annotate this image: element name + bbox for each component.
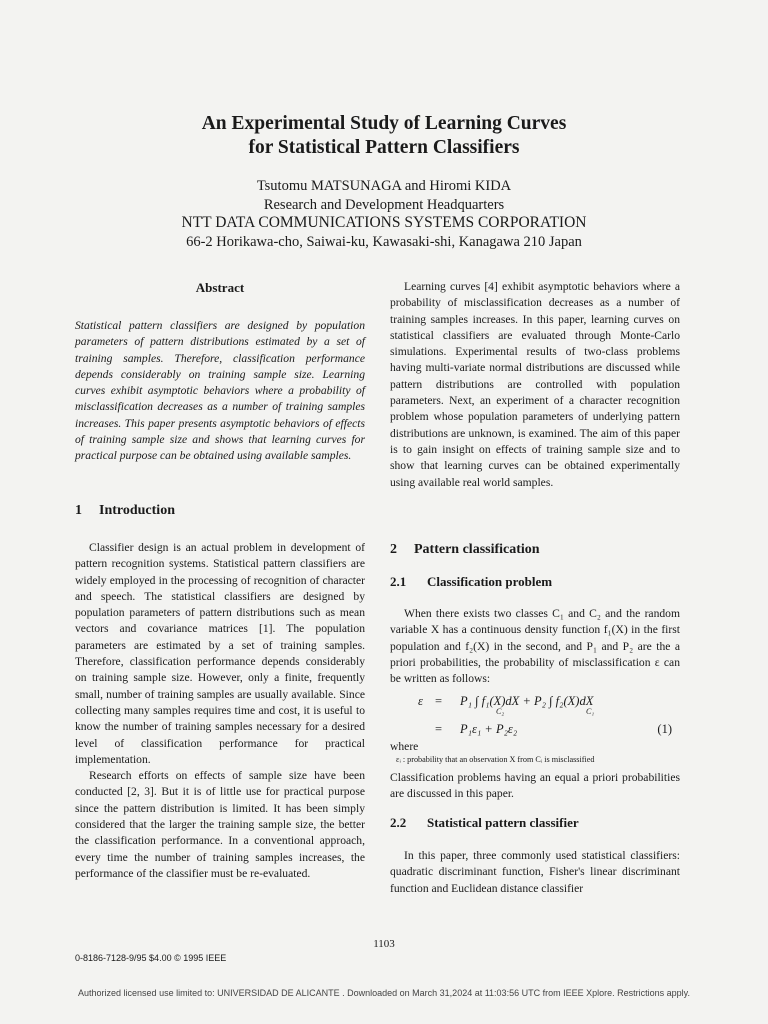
abstract-paragraph: Statistical pattern classifiers are designed by population parameters of pattern distributions estimated by a set of training samples. Therefore, classification performance depends considerably on training sample size. Learning curves exhibit asymptotic behaviors where a probability of misclassification decreases as a number of training samples increases. This paper presents asymptotic behaviors of effects of training sample size and shows that learning curves for practical purpose can be obtained using available samples. bbox=[75, 319, 365, 463]
section-2-2-title: Statistical pattern classifier bbox=[427, 815, 579, 830]
license-notice: Authorized licensed use limited to: UNIVERSIDAD DE ALICANTE . Downloaded on March 31,2024 at 11:03:56 UTC from IEEE Xplore. Restrictions apply. bbox=[78, 988, 690, 998]
page-number: 1103 bbox=[373, 938, 395, 950]
after-equation-paragraph: Classification problems having an equal a priori probabilities are discussed in this paper. bbox=[390, 771, 680, 801]
section-2-1-number: 2.1 bbox=[390, 574, 407, 589]
equation-lhs: ε bbox=[418, 694, 423, 708]
section-1-heading bbox=[75, 503, 175, 519]
section-2-2-number: 2.2 bbox=[390, 815, 407, 830]
section-2-1-heading bbox=[390, 574, 552, 590]
title-line-2: for Statistical Pattern Classifiers bbox=[248, 137, 520, 158]
after-equation-text bbox=[390, 770, 680, 803]
section-1-title: Introduction bbox=[99, 503, 175, 518]
intro-paragraph-1: Classifier design is an actual problem in development of pattern recognition systems. Statistical pattern classifiers are widely employed in the processing of recognition of character and speech. The statistical classifiers are designed by population parameters of pattern distributions such as mean vectors and covariance matrices [1]. The population parameters are estimated by a set of training samples. Therefore, classification performance depends considerably on training sample size. However, only a finite, frequently small, number of training samples are usually available. Since collecting many samples requires time and cost, it is useful to know the number of training samples necessary for a desired level of classification performance for practical implementation. bbox=[75, 541, 365, 766]
introduction-body bbox=[75, 540, 365, 882]
author-names: Tsutomu MATSUNAGA and Hiromi KIDA bbox=[256, 178, 512, 194]
where-label: where bbox=[390, 740, 419, 753]
section-1-number: 1 bbox=[75, 503, 82, 518]
equation-integral-expression: P₁ ∫ f₁(X)dX + P₂ ∫ f₂(X)dX bbox=[460, 694, 594, 708]
section-2-1-body bbox=[390, 606, 680, 687]
right-intro-paragraph: Learning curves [4] exhibit asymptotic behaviors where a probability of misclassification decreases as a number of training samples increases. In this paper, learning curves on statistical classifiers are evaluated through Monte-Carlo simulations. Experimental results of two-class problems having multi-variate normal distributions are discussed while pattern distributions are controlled with population parameters. Next, an experiment of a character recognition problem whose population parameters of underlying pattern distributions are unknown, is examined. The aim of this paper is to gain insight on effects of training sample size and to show that learning curves can be obtained experimentally using available real world samples. bbox=[390, 280, 680, 489]
section-2-title: Pattern classification bbox=[414, 542, 540, 557]
integral-limit-c1: C₁ bbox=[586, 707, 595, 716]
section-2-2-body bbox=[390, 848, 680, 897]
equation-sum-expression: P₁ε₁ + P₂ε₂ bbox=[460, 722, 518, 736]
section-2-2-heading bbox=[390, 815, 579, 831]
abstract-text bbox=[75, 318, 365, 465]
section-2-number: 2 bbox=[390, 542, 397, 557]
intro-paragraph-2: Research efforts on effects of sample size have been conducted [2, 3]. But it is of little use for practical purpose since the pattern distribution is limited. It has been simply considered that the larger the training sample size, the better the classification performance. In a conventional approach, every time the number of training samples increases, the performance of the classifier must be re-evaluated. bbox=[75, 769, 365, 880]
copyright-line: 0-8186-7128-9/95 $4.00 © 1995 IEEE bbox=[75, 953, 227, 963]
author-block bbox=[0, 177, 768, 251]
section-2-heading bbox=[390, 542, 540, 558]
paper-title bbox=[0, 112, 768, 160]
title-line-1: An Experimental Study of Learning Curves bbox=[201, 113, 567, 134]
section-2-2-paragraph: In this paper, three commonly used statistical classifiers: quadratic discriminant function, Fisher's linear discriminant function and Euclidean distance classifier bbox=[390, 849, 680, 895]
section-2-1-paragraph: When there exists two classes C₁ and C₂ and the random variable X has a continuous density function f₁(X) in the first population and f₂(X) in the second, and P₁ and P₂ are the a priori probabilities, the probability of misclassification ε can be written as follows: bbox=[390, 607, 680, 686]
equation-number: (1) bbox=[657, 722, 672, 736]
equation-equals-2: = bbox=[435, 722, 443, 736]
where-definition: εᵢ : probability that an observation X from Cᵢ is misclassified bbox=[396, 755, 595, 764]
author-department: Research and Development Headquarters bbox=[263, 196, 505, 213]
section-2-1-title: Classification problem bbox=[427, 574, 553, 589]
integral-limit-c2: C₂ bbox=[496, 707, 505, 716]
author-corporation: NTT DATA COMMUNICATIONS SYSTEMS CORPORATION bbox=[181, 214, 587, 231]
right-column-intro bbox=[390, 279, 680, 491]
abstract-heading: Abstract bbox=[195, 280, 245, 295]
author-address: 66-2 Horikawa-cho, Saiwai-ku, Kawasaki-shi, Kanagawa 210 Japan bbox=[186, 233, 582, 250]
equation-equals-1: = bbox=[435, 694, 443, 708]
